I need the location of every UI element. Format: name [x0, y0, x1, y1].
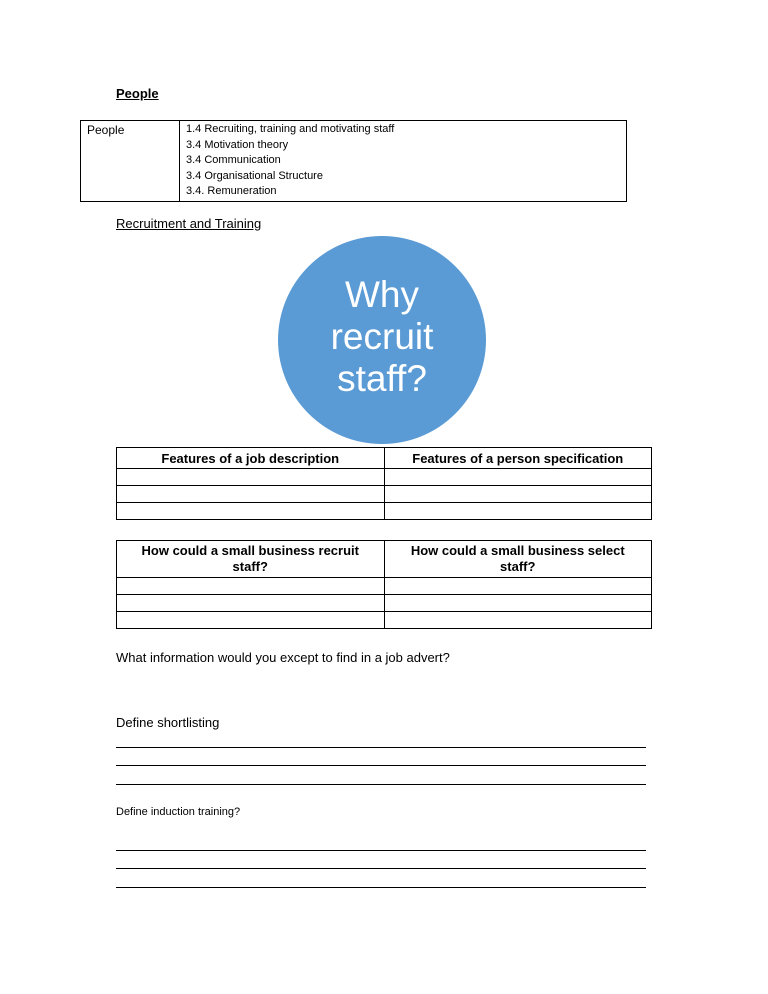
question-shortlisting: Define shortlisting [116, 715, 220, 730]
column-header: Features of a job description [117, 448, 385, 469]
table-row [117, 469, 652, 486]
answer-line[interactable] [116, 784, 646, 785]
topic-label: People [81, 121, 180, 202]
answer-cell[interactable] [117, 595, 385, 612]
answer-cell[interactable] [384, 612, 652, 629]
answer-line[interactable] [116, 850, 646, 851]
answer-cell[interactable] [384, 503, 652, 520]
recruit-select-table [116, 540, 652, 629]
answer-cell[interactable] [117, 469, 385, 486]
answer-cell[interactable] [117, 578, 385, 595]
column-header: How could a small business recruit staff? [117, 541, 385, 578]
question-advert: What information would you except to find in a job advert? [116, 650, 450, 665]
topic-item: 1.4 Recruiting, training and motivating staff [186, 123, 395, 135]
page-heading: People [116, 86, 159, 101]
answer-line[interactable] [116, 747, 646, 748]
table-row [117, 503, 652, 520]
topic-item: 3.4 Motivation theory [186, 138, 289, 151]
answer-line[interactable] [116, 868, 646, 869]
column-header: How could a small business select staff? [384, 541, 652, 578]
question-circle [278, 236, 486, 444]
answer-cell[interactable] [384, 469, 652, 486]
topic-list [180, 121, 627, 202]
table-row [117, 612, 652, 629]
answer-cell[interactable] [117, 486, 385, 503]
table-row [117, 578, 652, 595]
table-header-row [117, 541, 652, 578]
topic-item: 3.4 Communication [186, 154, 281, 167]
topic-table [80, 120, 627, 202]
table-header-row [117, 448, 652, 469]
table-row [117, 486, 652, 503]
answer-cell[interactable] [384, 595, 652, 612]
circle-text: Why recruit staff? [330, 274, 434, 399]
answer-cell[interactable] [117, 612, 385, 629]
column-header: Features of a person specification [384, 448, 652, 469]
answer-line[interactable] [116, 765, 646, 766]
section-title: Recruitment and Training [116, 216, 262, 231]
table-row [117, 595, 652, 612]
question-induction: Define induction training? [116, 806, 241, 818]
answer-cell[interactable] [117, 503, 385, 520]
topic-item: 3.4 Organisational Structure [186, 169, 323, 182]
topic-row [81, 121, 627, 202]
answer-cell[interactable] [384, 578, 652, 595]
answer-cell[interactable] [384, 486, 652, 503]
topic-item: 3.4. Remuneration [186, 185, 277, 198]
answer-line[interactable] [116, 887, 646, 888]
job-description-table [116, 447, 652, 520]
